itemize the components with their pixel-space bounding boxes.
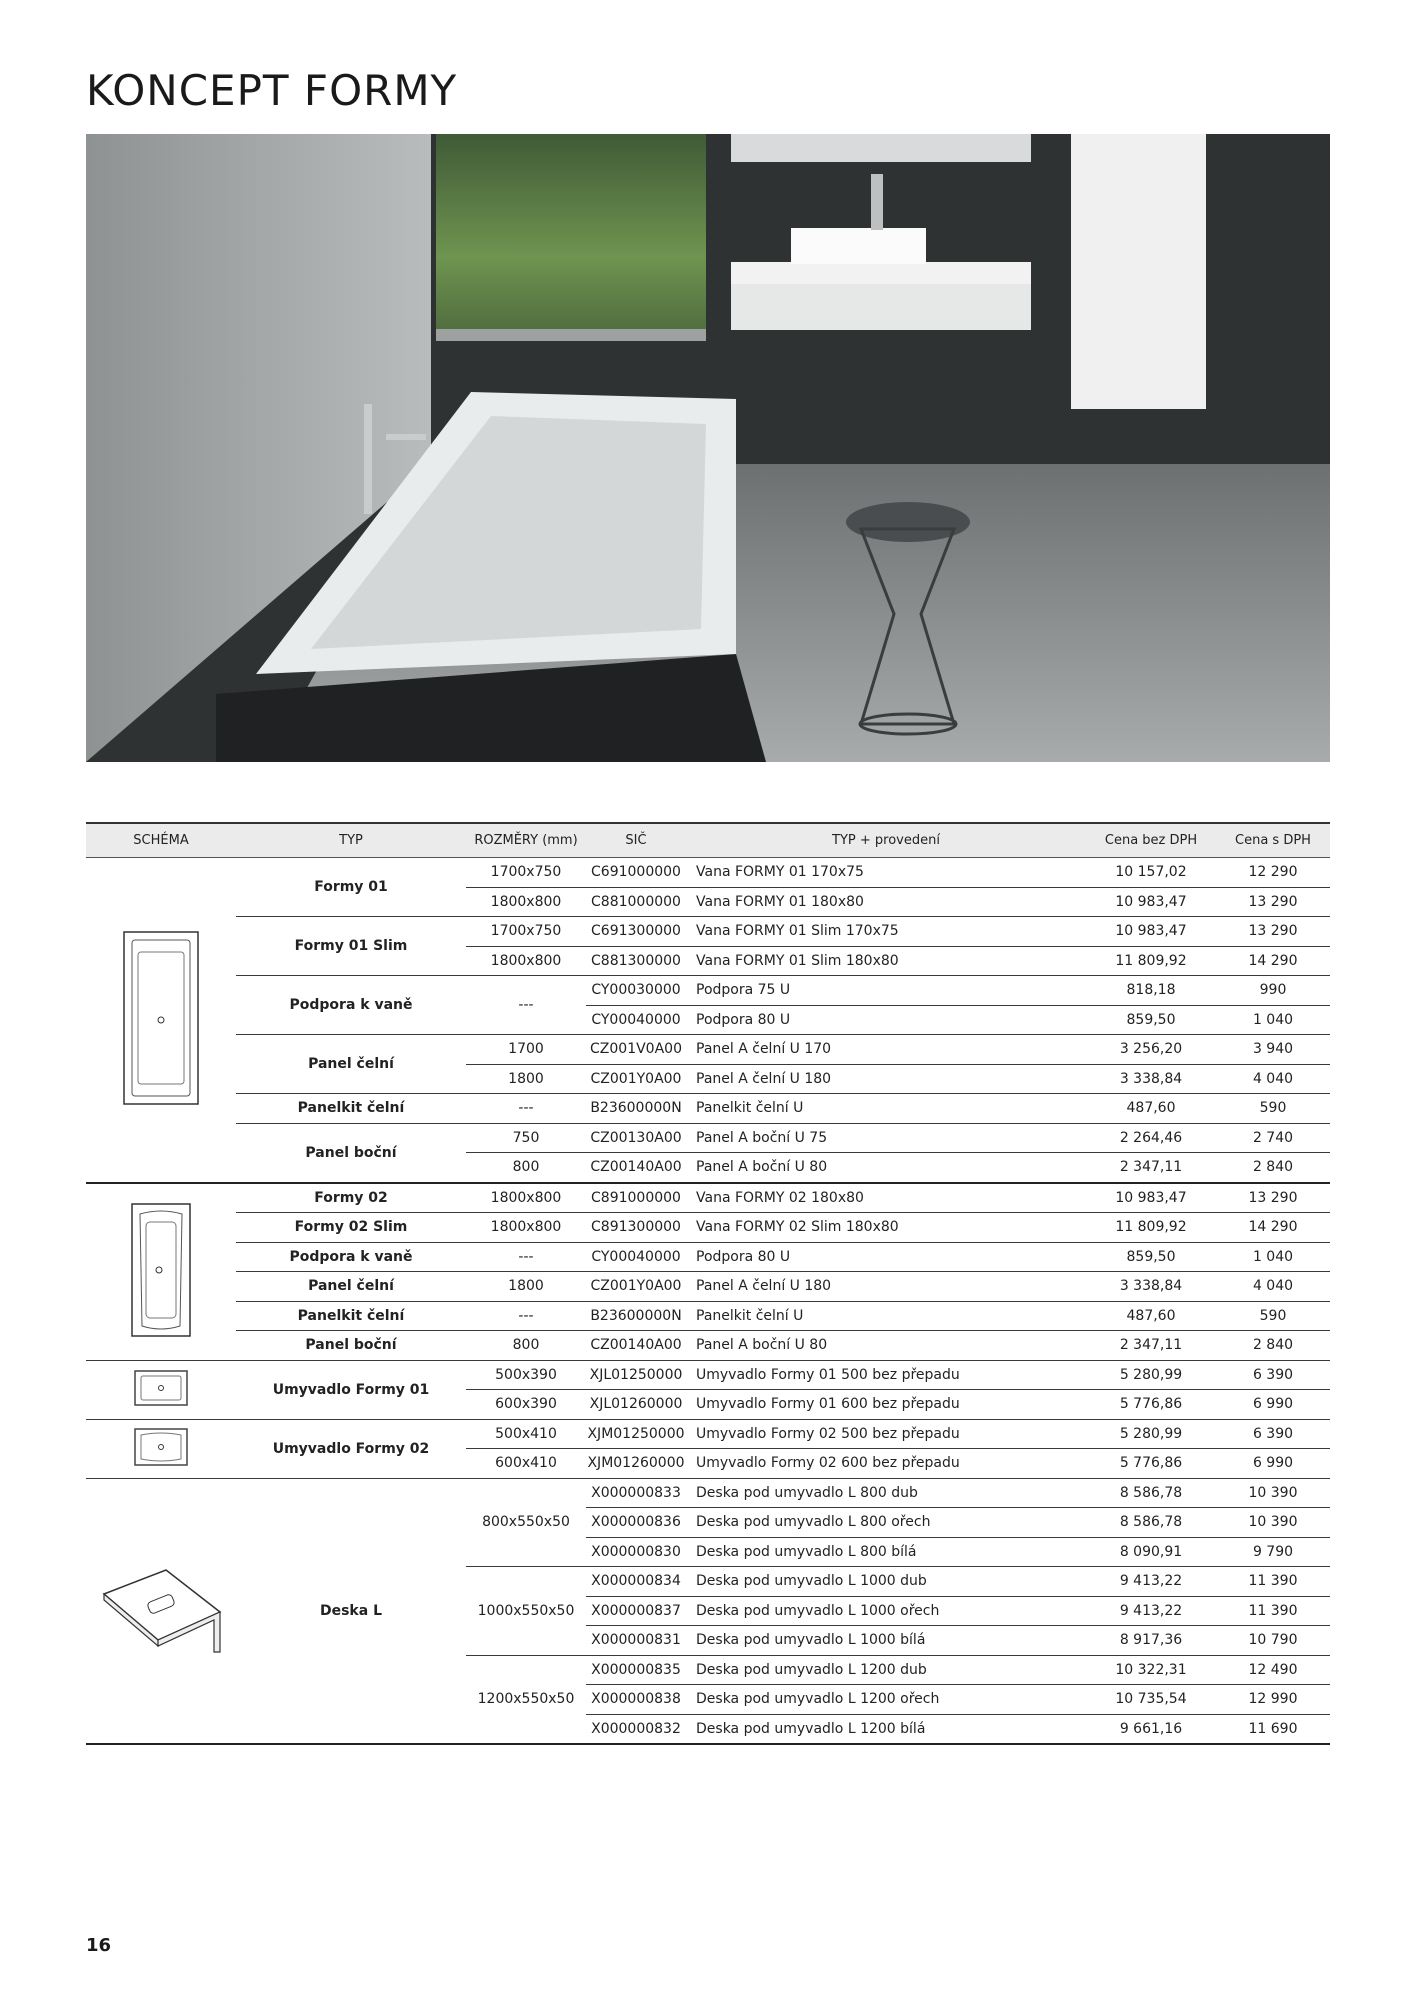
bez-dph-cell: 9 413,22 (1086, 1596, 1216, 1626)
typ-cell: Umyvadlo Formy 02 (236, 1419, 466, 1478)
sic-cell: X000000837 (586, 1596, 686, 1626)
sic-cell: XJL01250000 (586, 1360, 686, 1390)
bez-dph-cell: 2 264,46 (1086, 1123, 1216, 1153)
rozmery-cell: 1800 (466, 1272, 586, 1302)
s-dph-cell: 990 (1216, 976, 1330, 1006)
s-dph-cell: 590 (1216, 1301, 1330, 1331)
bez-dph-cell: 9 413,22 (1086, 1567, 1216, 1597)
rozmery-cell: 750 (466, 1123, 586, 1153)
rozmery-cell: 800 (466, 1153, 586, 1183)
rozmery-cell: 600x410 (466, 1449, 586, 1479)
bez-dph-cell: 487,60 (1086, 1094, 1216, 1124)
rozmery-cell: 1800x800 (466, 946, 586, 976)
header-rozmery: ROZMĚRY (mm) (466, 823, 586, 858)
s-dph-cell: 12 290 (1216, 858, 1330, 888)
table-row (86, 1183, 1330, 1213)
typ-cell: Panel čelní (236, 1035, 466, 1094)
rozmery-cell: 1800x800 (466, 1213, 586, 1243)
sic-cell: CY00030000 (586, 976, 686, 1006)
provedeni-cell: Deska pod umyvadlo L 1000 bílá (686, 1626, 1086, 1656)
bathroom-photo (86, 134, 1330, 762)
sic-cell: X000000838 (586, 1685, 686, 1715)
bez-dph-cell: 8 917,36 (1086, 1626, 1216, 1656)
bez-dph-cell: 10 157,02 (1086, 858, 1216, 888)
bez-dph-cell: 8 586,78 (1086, 1508, 1216, 1538)
s-dph-cell: 10 390 (1216, 1508, 1330, 1538)
typ-cell: Panelkit čelní (236, 1301, 466, 1331)
sic-cell: C891300000 (586, 1213, 686, 1243)
provedeni-cell: Panel A čelní U 170 (686, 1035, 1086, 1065)
page-title: KONCEPT FORMY (86, 66, 458, 115)
provedeni-cell: Vana FORMY 01 170x75 (686, 858, 1086, 888)
rozmery-cell: 1200x550x50 (466, 1655, 586, 1744)
provedeni-cell: Deska pod umyvadlo L 1200 bílá (686, 1714, 1086, 1744)
typ-cell: Deska L (236, 1478, 466, 1744)
sic-cell: CZ001V0A00 (586, 1035, 686, 1065)
sic-cell: X000000832 (586, 1714, 686, 1744)
provedeni-cell: Vana FORMY 02 Slim 180x80 (686, 1213, 1086, 1243)
provedeni-cell: Umyvadlo Formy 02 600 bez přepadu (686, 1449, 1086, 1479)
table-row (86, 1360, 1330, 1390)
rozmery-cell: 600x390 (466, 1390, 586, 1420)
sic-cell: B23600000N (586, 1301, 686, 1331)
s-dph-cell: 14 290 (1216, 1213, 1330, 1243)
provedeni-cell: Umyvadlo Formy 02 500 bez přepadu (686, 1419, 1086, 1449)
provedeni-cell: Vana FORMY 02 180x80 (686, 1183, 1086, 1213)
provedeni-cell: Deska pod umyvadlo L 1200 dub (686, 1655, 1086, 1685)
rozmery-cell: 1800 (466, 1064, 586, 1094)
s-dph-cell: 3 940 (1216, 1035, 1330, 1065)
typ-cell: Panelkit čelní (236, 1094, 466, 1124)
s-dph-cell: 12 990 (1216, 1685, 1330, 1715)
s-dph-cell: 6 990 (1216, 1449, 1330, 1479)
rozmery-cell: --- (466, 976, 586, 1035)
table-row (86, 1272, 1330, 1302)
bez-dph-cell: 10 983,47 (1086, 887, 1216, 917)
table-row (86, 1331, 1330, 1361)
header-s-dph: Cena s DPH (1216, 823, 1330, 858)
provedeni-cell: Deska pod umyvadlo L 800 bílá (686, 1537, 1086, 1567)
s-dph-cell: 10 790 (1216, 1626, 1330, 1656)
bez-dph-cell: 859,50 (1086, 1005, 1216, 1035)
sic-cell: C691300000 (586, 917, 686, 947)
sic-cell: CZ001Y0A00 (586, 1064, 686, 1094)
table-row (86, 1419, 1330, 1449)
typ-cell: Panel boční (236, 1123, 466, 1183)
s-dph-cell: 6 390 (1216, 1360, 1330, 1390)
header-bez-dph: Cena bez DPH (1086, 823, 1216, 858)
s-dph-cell: 4 040 (1216, 1064, 1330, 1094)
rozmery-cell: 1700x750 (466, 858, 586, 888)
provedeni-cell: Deska pod umyvadlo L 1200 ořech (686, 1685, 1086, 1715)
table-row (86, 976, 1330, 1006)
rozmery-cell: 1800x800 (466, 1183, 586, 1213)
sic-cell: C691000000 (586, 858, 686, 888)
sic-cell: CZ00140A00 (586, 1331, 686, 1361)
s-dph-cell: 13 290 (1216, 917, 1330, 947)
typ-cell: Formy 02 (236, 1183, 466, 1213)
sic-cell: CZ001Y0A00 (586, 1272, 686, 1302)
bez-dph-cell: 9 661,16 (1086, 1714, 1216, 1744)
s-dph-cell: 6 390 (1216, 1419, 1330, 1449)
provedeni-cell: Panelkit čelní U (686, 1094, 1086, 1124)
rozmery-cell: --- (466, 1094, 586, 1124)
provedeni-cell: Panel A čelní U 180 (686, 1064, 1086, 1094)
s-dph-cell: 9 790 (1216, 1537, 1330, 1567)
sic-cell: CY00040000 (586, 1242, 686, 1272)
provedeni-cell: Podpora 75 U (686, 976, 1086, 1006)
rozmery-cell: 1000x550x50 (466, 1567, 586, 1656)
schema-umyvadlo-formy-01-icon (86, 1360, 236, 1419)
bez-dph-cell: 10 983,47 (1086, 917, 1216, 947)
s-dph-cell: 2 840 (1216, 1153, 1330, 1183)
rozmery-cell: 800 (466, 1331, 586, 1361)
bez-dph-cell: 3 338,84 (1086, 1064, 1216, 1094)
schema-formy-02-bathtub-icon (86, 1183, 236, 1361)
typ-cell: Umyvadlo Formy 01 (236, 1360, 466, 1419)
table-row (86, 917, 1330, 947)
rozmery-cell: 500x390 (466, 1360, 586, 1390)
bez-dph-cell: 10 983,47 (1086, 1183, 1216, 1213)
sic-cell: XJL01260000 (586, 1390, 686, 1420)
s-dph-cell: 11 390 (1216, 1596, 1330, 1626)
typ-cell: Formy 02 Slim (236, 1213, 466, 1243)
bez-dph-cell: 818,18 (1086, 976, 1216, 1006)
sic-cell: XJM01260000 (586, 1449, 686, 1479)
provedeni-cell: Deska pod umyvadlo L 1000 ořech (686, 1596, 1086, 1626)
rozmery-cell: --- (466, 1301, 586, 1331)
typ-cell: Panel čelní (236, 1272, 466, 1302)
s-dph-cell: 590 (1216, 1094, 1330, 1124)
provedeni-cell: Panelkit čelní U (686, 1301, 1086, 1331)
sic-cell: X000000833 (586, 1478, 686, 1508)
s-dph-cell: 10 390 (1216, 1478, 1330, 1508)
bez-dph-cell: 10 735,54 (1086, 1685, 1216, 1715)
rozmery-cell: --- (466, 1242, 586, 1272)
header-typ: TYP (236, 823, 466, 858)
sic-cell: C881300000 (586, 946, 686, 976)
rozmery-cell: 500x410 (466, 1419, 586, 1449)
table-row (86, 1242, 1330, 1272)
sic-cell: X000000830 (586, 1537, 686, 1567)
sic-cell: C881000000 (586, 887, 686, 917)
bez-dph-cell: 5 776,86 (1086, 1449, 1216, 1479)
s-dph-cell: 13 290 (1216, 1183, 1330, 1213)
header-schema: SCHÉMA (86, 823, 236, 858)
table-header-row (86, 823, 1330, 858)
bez-dph-cell: 3 256,20 (1086, 1035, 1216, 1065)
provedeni-cell: Podpora 80 U (686, 1005, 1086, 1035)
typ-cell: Podpora k vaně (236, 976, 466, 1035)
schema-formy-01-bathtub-icon (86, 858, 236, 1183)
s-dph-cell: 12 490 (1216, 1655, 1330, 1685)
provedeni-cell: Vana FORMY 01 180x80 (686, 887, 1086, 917)
provedeni-cell: Deska pod umyvadlo L 800 ořech (686, 1508, 1086, 1538)
s-dph-cell: 1 040 (1216, 1005, 1330, 1035)
bez-dph-cell: 3 338,84 (1086, 1272, 1216, 1302)
provedeni-cell: Umyvadlo Formy 01 600 bez přepadu (686, 1390, 1086, 1420)
provedeni-cell: Umyvadlo Formy 01 500 bez přepadu (686, 1360, 1086, 1390)
table-row (86, 1478, 1330, 1508)
table-row (86, 1094, 1330, 1124)
bez-dph-cell: 5 280,99 (1086, 1419, 1216, 1449)
sic-cell: X000000834 (586, 1567, 686, 1597)
sic-cell: CZ00130A00 (586, 1123, 686, 1153)
bez-dph-cell: 10 322,31 (1086, 1655, 1216, 1685)
price-table (86, 822, 1330, 1745)
table-row (86, 1035, 1330, 1065)
table-row (86, 1301, 1330, 1331)
bez-dph-cell: 11 809,92 (1086, 946, 1216, 976)
bez-dph-cell: 487,60 (1086, 1301, 1216, 1331)
page-number: 16 (86, 1935, 112, 1956)
s-dph-cell: 2 840 (1216, 1331, 1330, 1361)
s-dph-cell: 11 390 (1216, 1567, 1330, 1597)
header-sic: SIČ (586, 823, 686, 858)
bez-dph-cell: 8 090,91 (1086, 1537, 1216, 1567)
s-dph-cell: 4 040 (1216, 1272, 1330, 1302)
s-dph-cell: 1 040 (1216, 1242, 1330, 1272)
bez-dph-cell: 8 586,78 (1086, 1478, 1216, 1508)
provedeni-cell: Deska pod umyvadlo L 1000 dub (686, 1567, 1086, 1597)
bathroom-photo-icon (86, 134, 1330, 762)
schema-umyvadlo-formy-02-icon (86, 1419, 236, 1478)
sic-cell: CZ00140A00 (586, 1153, 686, 1183)
table-row (86, 1123, 1330, 1153)
rozmery-cell: 1800x800 (466, 887, 586, 917)
provedeni-cell: Podpora 80 U (686, 1242, 1086, 1272)
sic-cell: X000000831 (586, 1626, 686, 1656)
header-provedeni: TYP + provedení (686, 823, 1086, 858)
bez-dph-cell: 859,50 (1086, 1242, 1216, 1272)
bez-dph-cell: 2 347,11 (1086, 1153, 1216, 1183)
s-dph-cell: 6 990 (1216, 1390, 1330, 1420)
s-dph-cell: 11 690 (1216, 1714, 1330, 1744)
provedeni-cell: Vana FORMY 01 Slim 180x80 (686, 946, 1086, 976)
sic-cell: CY00040000 (586, 1005, 686, 1035)
provedeni-cell: Panel A boční U 80 (686, 1331, 1086, 1361)
s-dph-cell: 13 290 (1216, 887, 1330, 917)
sic-cell: B23600000N (586, 1094, 686, 1124)
schema-deska-l-icon (86, 1478, 236, 1744)
table-row (86, 1213, 1330, 1243)
sic-cell: X000000835 (586, 1655, 686, 1685)
s-dph-cell: 2 740 (1216, 1123, 1330, 1153)
sic-cell: X000000836 (586, 1508, 686, 1538)
rozmery-cell: 1700x750 (466, 917, 586, 947)
provedeni-cell: Panel A boční U 75 (686, 1123, 1086, 1153)
bez-dph-cell: 5 280,99 (1086, 1360, 1216, 1390)
rozmery-cell: 1700 (466, 1035, 586, 1065)
typ-cell: Panel boční (236, 1331, 466, 1361)
provedeni-cell: Panel A boční U 80 (686, 1153, 1086, 1183)
s-dph-cell: 14 290 (1216, 946, 1330, 976)
rozmery-cell: 800x550x50 (466, 1478, 586, 1567)
table-row (86, 858, 1330, 888)
bez-dph-cell: 5 776,86 (1086, 1390, 1216, 1420)
bez-dph-cell: 11 809,92 (1086, 1213, 1216, 1243)
bez-dph-cell: 2 347,11 (1086, 1331, 1216, 1361)
provedeni-cell: Deska pod umyvadlo L 800 dub (686, 1478, 1086, 1508)
typ-cell: Formy 01 (236, 858, 466, 917)
typ-cell: Formy 01 Slim (236, 917, 466, 976)
sic-cell: XJM01250000 (586, 1419, 686, 1449)
provedeni-cell: Vana FORMY 01 Slim 170x75 (686, 917, 1086, 947)
typ-cell: Podpora k vaně (236, 1242, 466, 1272)
sic-cell: C891000000 (586, 1183, 686, 1213)
provedeni-cell: Panel A čelní U 180 (686, 1272, 1086, 1302)
